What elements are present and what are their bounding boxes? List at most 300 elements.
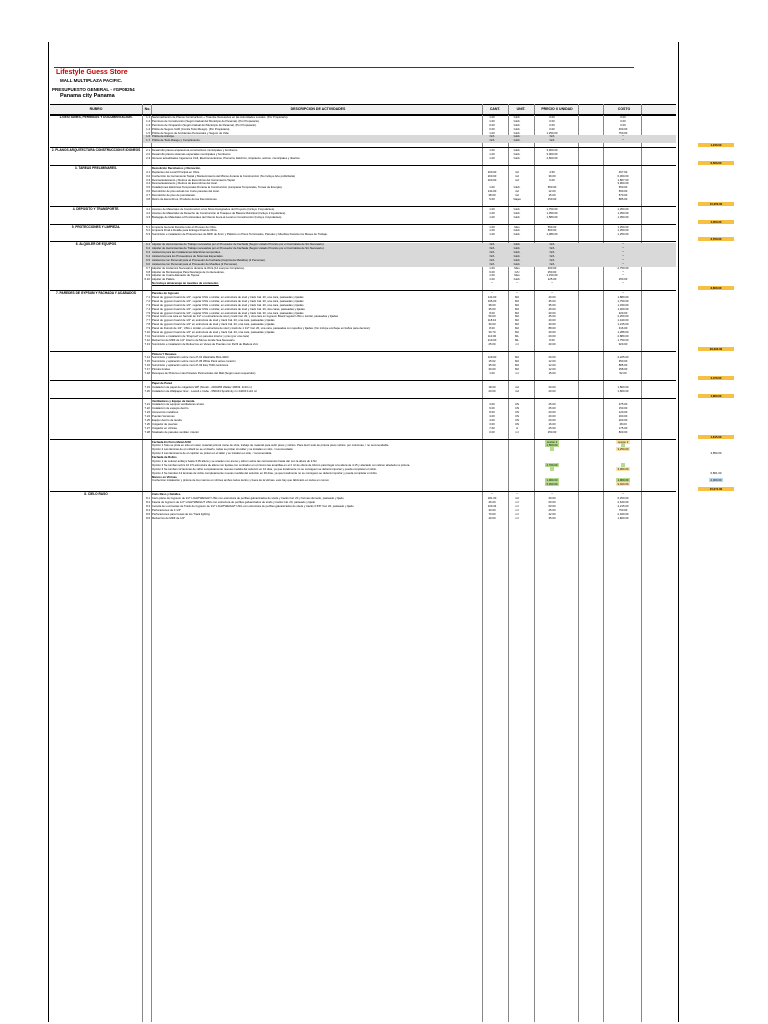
row-quantity: N/A [489,138,495,143]
row-number: 7.27 [144,425,150,430]
row-unit-price-value: 40.00 [548,329,556,334]
row-quantity: 18.00 [488,384,496,389]
sheet-left-border [48,42,49,1022]
row-unit-price-value: 4.50 [549,169,555,174]
row-unit-price-value: 12.00 [548,189,556,194]
row-unit-price-value: 1,350.00 [546,210,558,215]
row-number: 7.28 [144,429,150,434]
row-quantity: * [491,291,493,296]
budget-section [50,439,723,492]
row-quantity: N/A [489,246,495,251]
row-quantity: N/A [489,134,495,139]
row-number: 3.6 [146,189,150,194]
row-cost-value: 750.00 [618,507,628,512]
row-unit: M2 [515,314,519,319]
row-number: 3.3 [146,177,150,182]
row-number: 1.3 [146,122,150,127]
row-unit-price-value: 15.00 [548,370,556,375]
row-unit-price-value: 25.00 [548,402,556,407]
row-option-cost [698,472,734,476]
mall-name: MALL MULTIPLAZA PACIFIC. [60,78,123,83]
row-quantity: 1.00 [489,228,495,233]
row-quantity: 25.00 [488,341,496,346]
budget-section [50,224,722,242]
row-quantity: 4.00 [489,418,495,422]
row-number: 7.18 [144,370,150,375]
row-quantity: 110.00 [487,333,497,338]
row-unit-price-value: 1,150.00 [546,273,558,278]
section-rubro: 3. TAREAS PRELIMINARES. [74,165,118,170]
row-number: 7.9 [146,326,150,331]
row-cost-value: 1,350.00 [617,228,629,233]
row-unit-price-value: 60.00 [548,503,556,508]
row-number: 7.5 [146,310,150,315]
row-quantity: 0.00 [489,429,495,434]
row-description: Fachada En Perro Metal ACM [152,440,191,444]
row-description: Refuerzos de MDF de 1/2" Interno de Muros donde Sea Necesario. [152,338,236,342]
row-quantity: 5.00 [489,197,495,202]
row-quantity: 8.00 [489,410,495,415]
row-description: Instalaciones Eléctricas Temporales Durante la Construcción (Lamparas Temporales, Tomas de Energía). [152,186,283,190]
section-rows [143,492,676,520]
col-qty: CANT. [489,107,501,112]
row-description: Instalación de espejos dentro [152,407,189,411]
row-unit-price-value: 12.00 [548,359,556,364]
row-unit: ml [515,507,519,512]
row-description: Opción 2 Se tumban sobre 10 0.5 estructura de altura con tipolas con centrador en el mismo las amarillas en el 2 ml de oltura de 10cms para llegar a la altura de 4.15 y afectado con silicon alrededor a pintura. [152,463,411,467]
row-cost-value: 467.00 [618,169,628,174]
section-rows [143,242,722,291]
row-number: 3.7 [146,193,150,198]
row-cost-value: * [622,269,624,274]
row-description: Bodegaje de Materiales a Provisionales del Cliente fuera al Local en Construcción (Incluye 4 Ayudantes). [152,215,283,219]
row-quantity: 38.00 [488,302,496,307]
row-cost-value: 1,960.00 [617,478,629,483]
row-unit-price-value: 20.00 [548,410,556,415]
row-unit: ml [515,370,519,375]
row-description: Alquiler de Pallets. [152,278,176,282]
row-number: 4.2 [146,210,150,215]
row-unit: * [516,281,518,286]
row-description: Ventiladores y Equipo de tienda [152,399,195,403]
row-description: Opción 3 Las láminas la de el cuplcter se pintan en el taller y se instalan en sitio. / recomendada [152,452,272,456]
row-quantity: 35.00 [488,306,496,311]
row-unit: Glob. [513,118,521,123]
budget-section [50,398,722,439]
row-unit-price-value: 20.00 [548,384,556,389]
row-unit: M2 [515,329,519,334]
row-description: Acarreo de Materiales de Desecho de Construcción al Tinaqueo de Basura Municipal (Incluye 2 Ayudantes). [152,211,286,215]
row-number: 7.7 [146,318,150,323]
budget-section [50,241,722,291]
row-unit: M2 [515,310,519,315]
row-unit: M2 [515,318,519,323]
row-description: Cenefa de Luminarias de Track de Gypsum de 1/2" LIGHTWEIGHT USG con estructura de perfiles galvanizados de studs y tracks 3 5/8" Cal. 20, pasteado y lijado [152,504,354,508]
row-unit-price-value: 125.00 [547,277,557,282]
row-number: 1.4 [146,126,150,131]
row-unit-price-value: 250.00 [547,269,557,274]
row-number: 7.24 [144,414,150,419]
row-number: 7.19 [144,384,150,389]
subtotal-option-2-value: 9,400.00 [617,482,629,487]
row-number: 7.16 [144,363,150,368]
row-number: 3.8 [146,197,150,202]
row-cost-value: 950.00 [618,359,628,364]
row-description: Alquiler de Andamios Necesarios durante la Obra (14 cuerpos Completos). [152,266,245,270]
col-rubro: RUBRO [89,107,103,112]
row-cost-value: 0.00 [620,122,626,127]
row-unit-price-value: 8.00 [549,337,555,342]
row-number: 5.1 [146,224,150,229]
section-rows [143,381,722,398]
row-cost-value: * [622,291,624,296]
row-unit: UN [514,421,520,426]
row-number: 6.1 [146,242,150,247]
row-unit-price-value: 25.00 [548,406,556,411]
row-cost-value: 150.00 [618,406,628,411]
row-quantity: 0.00 [489,126,495,131]
row-description: Opción 3 Se tumban 12 laminas de vidrio completamente nuevas medida del solución en 10 días, ya que localmente no se consiguen se deberá importar y pueda completar el vidrio. [152,467,377,471]
row-unit: ml [515,515,519,520]
row-description: Desarrollo planos sistemas especiales municipales y bomberos [152,153,231,157]
row-description: Pintura fondeo [152,368,171,372]
row-cost-value: 1,750.00 [617,298,629,303]
row-description: Panel de Durock de 1/2", USG o similar, en estructura de stud y track de 1 1/2" Cal. 20, una cara, pasteadas con repellos y lijadas. (No incluye enchape en baños para decorar) [152,327,370,331]
row-quantity: 1.00 [489,370,495,375]
section-rows [143,206,722,224]
row-unit: M2 [515,306,519,311]
section-total: 6,500.00 [698,161,734,165]
row-unit: UN [514,402,520,407]
budget-section [50,491,676,520]
row-cost-value: 1,215.00 [617,322,629,327]
row-quantity: 200.00 [487,177,497,182]
section-total: 3,700.00 [698,237,734,241]
row-number: 1.1 [146,115,150,119]
row-cost-value: 6,250.00 [617,496,629,501]
row-quantity: 1.00 [489,130,495,135]
row-cost-value: * [622,273,624,278]
row-description: Retoques de Pintura en las Paredes Perimetrales del Mall (Según sean requeridos) [152,371,256,375]
row-description: Perforaciones de 4 1/4" [152,508,182,512]
row-description: Póliza de Seguro de Accidentes Personales y Seguro de Vida. [152,131,230,135]
section-total: 3,600.00 [698,286,734,290]
row-description: Suministro e instalación de Protecciones de MDF de 6mm y Plástico en Pisos Terminados, Paredes y Muebles Durante los Meses de Trabajo. [152,233,328,237]
row-unit: Glob. [513,210,521,215]
row-number: 1.7 [146,138,150,143]
row-unit: m2 [515,496,519,501]
row-number: 6.10 [144,277,150,282]
row-quantity: 3.00 [489,421,495,426]
row-quantity: 100.34 [487,503,497,508]
row-unit-price-value: N/A [549,138,555,143]
row-unit-price-value: 60.00 [548,500,556,505]
row-quantity: 1.00 [489,148,495,153]
row-quantity: 1.00 [489,232,495,237]
section-rubro: 7. PAREDES DE GYPSUM Y FACHADA Y ACABADOS [55,291,137,296]
row-quantity: * [491,492,493,497]
row-unit-price-value: N/A [549,134,555,139]
row-cost-value: 0.00 [620,115,626,119]
col-price: PRECIO X UNIDAD [541,107,573,112]
row-number: 7.22 [144,406,150,411]
row-cost-value: 175.00 [618,425,628,430]
row-unit-price-value: * [551,291,553,296]
row-cost-value: 750.00 [618,130,628,135]
row-cost-value: 1,800.00 [617,388,629,393]
row-description: Idoneos actualizados Ingenieros Civil, Electromecánicos, Plomería, Eléctrico, Arquitecto, ambos. municipales y diseños [152,157,300,161]
row-description: Panel de gypsum board de 1/2" en estructura de stud y track Cal. 20, una cara, pasteadas y lijadas [152,330,275,334]
section-total: 26,302.00 [698,347,734,351]
row-number: 7.8 [146,322,150,327]
row-cost-value: 885.00 [618,363,628,368]
row-unit: Glob. [513,232,521,237]
row-number: 1.2 [146,118,150,123]
row-number: 6.7 [146,265,150,270]
row-cost-value: 3,900.00 [617,181,629,186]
row-number: 7.3 [146,302,150,307]
row-unit: ml [515,503,519,508]
table-row [143,517,676,521]
row-description: Pintura Y Resanes [152,352,177,356]
row-quantity: 195.00 [487,298,497,303]
budget-table [50,114,723,520]
row-cost-value: 1,288.00 [617,329,629,334]
row-description: Papel de Pared [152,381,173,385]
row-option-cost-value: 2,300.00 [710,478,722,483]
row-description: Instalación de Wallpaper liner - Lowell o Insbe - 050164 Spotlimity rm 24000 1x10 ml [152,389,257,393]
row-unit: ml [515,341,519,346]
row-quantity: 181.30 [487,496,497,501]
row-number: 7.25 [144,418,150,422]
section-rubro: 6. ALQUILER DE EQUIPOS [75,242,117,247]
row-unit: M2 [515,302,519,307]
row-unit-price-value: 2,700.00 [546,462,558,467]
row-number: 8.3 [146,503,150,508]
row-cost-value: 3,250.00 [617,447,629,452]
row-unit: ml [515,500,519,505]
row-number: 1.6 [146,134,150,139]
section-rows [143,399,722,439]
row-number: 7.4 [146,306,150,311]
row-unit-price-value: N/A [549,253,555,258]
row-unit: Glob. [513,242,521,247]
row-description: Panel de gypsum board de 1/2", regular USG o similar, en estructura de stud y track Cal. 20, una cara, pasteadas y lijadas [152,295,304,299]
row-cost-value: 1,400.00 [617,306,629,311]
row-description: Limpieza Final a Detalle para Entrega Final de Obra. [152,229,218,233]
row-unit-price-value [550,467,554,471]
row-quantity: 144.00 [487,189,497,194]
row-quantity: 1.00 [489,185,495,190]
row-cost-value: 2,225.00 [617,355,629,360]
row-description: Alquiler de Cuarto Elevador de Tijeras. [152,274,200,278]
row-quantity: 1.00 [489,156,495,161]
budget-section [50,147,722,165]
row-cost-value: 2,640.00 [617,500,629,505]
row-description: No Incluye almacenaje de muebles de contenedor. [152,282,219,286]
row-unit: M2 [515,298,519,303]
sheet-right-border [678,42,679,1022]
row-unit-price-value: 1,580.00 [546,214,558,219]
row-description: Póliza de Todo Riesgo y Cumplimiento. [152,139,201,143]
row-cost-value: 1,440.00 [617,318,629,323]
row-option-cost-value: 3,850.00 [710,451,722,456]
row-quantity: 3.00 [489,402,495,407]
row-unit: Glob. [513,134,521,139]
row-cost-value: 1,807.00 [617,177,629,182]
row-description: Permisos de Ocupación (Según tradual del Municipio de Panamá). (Por Propietario). [152,123,257,127]
budget-sheet [48,42,723,1022]
row-description: Suministro y aplicación sobre muro P-05 White Paint antes corazón [152,360,236,364]
row-unit: M2 [515,363,519,368]
row-unit-price-value: 3,000.00 [546,152,558,157]
row-quantity: 15.62 [488,359,496,364]
row-unit-price-value: 45.00 [548,298,556,303]
row-number: 7.15 [144,359,150,364]
row-number: 6.6 [146,261,150,266]
row-unit: Mes [514,224,520,229]
row-description: Asistencia para las Instalaciones Eléctricas temporales. [152,251,221,255]
row-unit: Glob. [513,130,521,135]
section-rubro: 1.GESTIONES, PERMISOS Y DOCUMENTACION. [59,115,133,119]
row-number: 3.2 [146,173,150,178]
row-cost-value: 200.00 [618,414,628,419]
row-description: Demolición de piso actual con Corte paredes del local. [152,190,220,194]
section-rows [143,291,723,351]
row-cost-value: 650.00 [618,185,628,190]
row-quantity: 0.00 [489,122,495,127]
row-unit: UN [514,418,520,422]
row-unit: Glob. [513,246,521,251]
row-quantity: 129.00 [487,355,497,360]
row-number: 7.20 [144,388,150,393]
row-cost-value: * [622,242,624,247]
section-rubro: 2. PLANOS ARQUITECTURA CONSTRUCCION E IDONEOS [51,148,141,153]
row-unit: Glob. [513,156,521,161]
row-quantity: 35.00 [488,363,496,368]
row-unit-price-value: 15.00 [548,193,556,198]
row-description: Póliza de Anticipo. [152,135,175,139]
row-cost-value: 490.00 [618,126,628,131]
row-number: 7.2 [146,298,150,303]
row-quantity: 1.00 [489,273,495,278]
row-number: 3.1 [146,169,150,174]
row-number: 5.2 [146,228,150,233]
row-number: 5.3 [146,232,150,237]
row-number: 3.4 [146,181,150,186]
header-rule [54,67,634,68]
row-unit-price-value: N/A [549,257,555,262]
row-quantity: 4.00 [489,414,495,419]
row-cost-value: 4,215.00 [617,503,629,508]
row-cost-value: 0.00 [620,118,626,123]
section-rubro: 8. CIELO RASO [84,492,108,497]
row-unit: Glob. [513,126,521,131]
row-number: 3.5 [146,185,150,190]
row-cost-value: 200.00 [618,418,628,422]
row-unit-price-value: 35.00 [548,302,556,307]
row-unit: M2 [515,367,519,372]
row-description: Alquiler de Herramientas de Trabajo necesarias por el Proveedor de Fachada (Según Listado Provisto por el Contratista de Sin Necesario). [152,243,325,247]
row-quantity: 7.00 [489,425,495,430]
section-rows [143,166,723,206]
row-cost-value: * [622,138,624,143]
row-cost-value: * [622,134,624,139]
row-cost-value: 48.00 [619,421,627,426]
budget-section [50,206,722,224]
row-quantity: 6.00 [489,269,495,274]
row-cost-value: 120.00 [618,410,628,415]
row-cost-value: * [622,253,624,258]
row-number: 8.4 [146,507,150,512]
row-number: 2.2 [146,152,150,157]
row-unit-price-value: 40.00 [548,310,556,315]
row-unit: Glob. [513,206,521,211]
row-number: 8.1 [146,496,150,501]
row-unit-price-value: 550.00 [547,224,557,229]
row-quantity: 6.00 [489,406,495,411]
row-unit-price-value: 250.00 [547,429,557,434]
row-quantity: 30.00 [488,507,496,512]
row-description: Asistencia con Personal para el Proveedor de Fachada (Carpinteria Metálica) (2 Personas). [152,258,266,262]
row-description: Accesorios metálicos [152,411,179,415]
row-cost-value: 1,250.00 [617,232,629,237]
row-unit-price-value: 40.00 [548,294,556,299]
row-description: Asistencia para los Proveedores de Sistemas Especiales. [152,254,224,258]
row-description: Panel de gypsum board de 1/2", regular USG o similar, en estructura de stud y track Cal. 20, una cara, pasteadas y lijadas [152,303,304,307]
row-description: Instalación de equipos ventiladores al aire [152,403,205,407]
row-number: 4.1 [146,206,150,211]
section-rows [143,439,723,492]
row-option-cost-value: 6,801.00 [710,470,722,475]
row-unit: UN [514,406,520,411]
row-unit-price-value: 1,000.00 [546,478,558,483]
row-unit-price-value: 40.00 [548,322,556,327]
row-description: Opción 1 Solo se pinta en sitio el metal, material pintura mano de obra, trabajo de material para subir pisos y vidrios. Para decir todo de pintura pisos vidrios. por columnas. / no recomendable [152,444,389,448]
row-unit-price-value: 1,250.00 [546,130,558,135]
row-unit: ml [515,429,519,434]
row-quantity: 1.00 [489,277,495,282]
row-description: Póliza de Seguro CAR (Contra Todo Riesgo). (Por Propietario). [152,127,231,131]
row-unit-price-value: 20.00 [548,333,556,338]
row-quantity: 1.00 [489,265,495,270]
row-unit-price-value: 42.00 [548,511,556,516]
row-unit-price-value: 45.00 [548,314,556,319]
row-unit: Glob. [513,185,521,190]
row-cost-value: 320.00 [618,310,628,315]
row-unit-price-value: 800.00 [547,228,557,233]
row-unit: m2 [515,189,519,194]
row-cost-value: * [622,492,624,497]
row-unit-price-value: 40.00 [548,341,556,346]
row-description: Confeccion instalación y pintura de los marcos en vitrines ambos todos dentro y fuera de la vitrinas. esto hay que fabricarlo en todos en comun [152,479,329,483]
row-unit: M2 [515,326,519,331]
row-number: 6.3 [146,250,150,255]
row-unit: m2 [515,169,519,174]
row-quantity: 30.00 [488,367,496,372]
row-unit: Glob. [513,250,521,255]
row-quantity: 8.00 [489,326,495,331]
col-cost: COSTO [617,107,631,112]
row-number: 1.5 [146,130,150,135]
row-description: Opción 1 de colocar anilleys hasta 3.05 altura y se anaden con arena y silicon sobre las cerramientos hasta dar con la altura de 3.5m [152,460,317,464]
city-name: Panama city Panama [60,93,115,99]
row-cost-value: 2,880.00 [617,333,629,338]
row-unit: Glob. [513,228,521,233]
row-unit-price-value: 0.00 [549,126,555,131]
row-unit-price [535,517,569,521]
row-quantity: 118.10 [487,318,497,323]
